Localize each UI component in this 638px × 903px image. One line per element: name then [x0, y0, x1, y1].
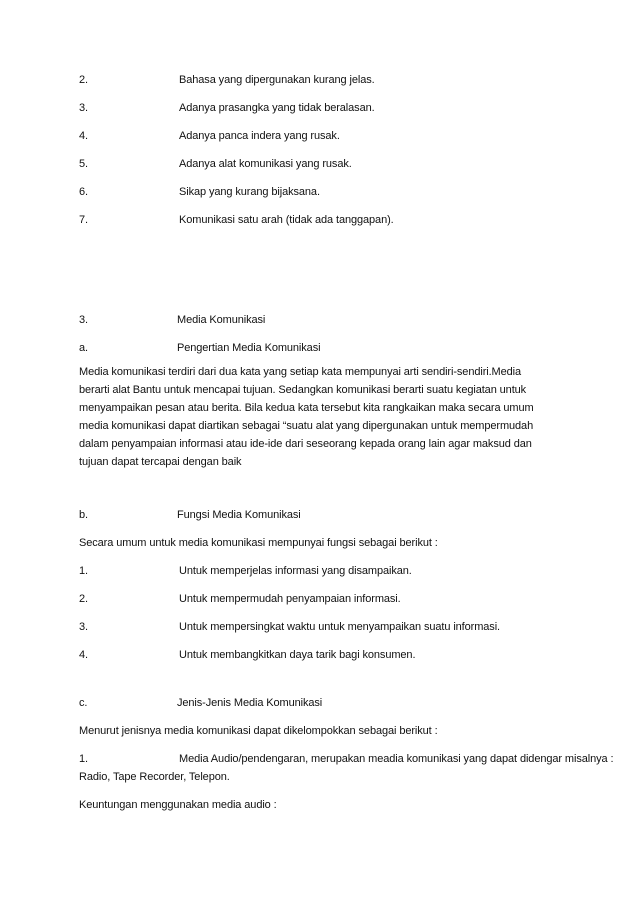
list-item [79, 620, 500, 635]
subsection-label: b. [79, 509, 88, 521]
paragraph-line: tujuan dapat tercapai dengan baik [79, 456, 242, 468]
list-text: Bahasa yang dipergunakan kurang jelas. [179, 74, 375, 86]
paragraph-line: menyampaikan pesan atau berita. Bila kedua kata tersebut kita rangkaikan maka secara umum [79, 402, 534, 414]
paragraph-line: berarti alat Bantu untuk mencapai tujuan. Sedangkan komunikasi berarti suatu kegiatan untuk [79, 384, 527, 396]
list-item-continuation: Radio, Tape Recorder, Telepon. [79, 771, 230, 783]
list-number: 4. [79, 130, 88, 142]
list-item [79, 185, 320, 200]
list-number: 3. [79, 621, 88, 633]
list-text: Untuk memperjelas informasi yang disampaikan. [179, 565, 412, 577]
subsection-heading [79, 508, 301, 523]
section-title: Media Komunikasi [177, 314, 266, 326]
subsection-heading [79, 696, 323, 711]
list-number: 2. [79, 74, 88, 86]
list-text: Adanya prasangka yang tidak beralasan. [179, 102, 375, 114]
list-number: 5. [79, 158, 88, 170]
list-item [79, 157, 352, 172]
list-item [79, 648, 416, 663]
list-number: 1. [79, 565, 88, 577]
subsection-title: Fungsi Media Komunikasi [177, 509, 301, 521]
intro-text: Menurut jenisnya media komunikasi dapat dikelompokkan sebagai berikut : [79, 725, 438, 737]
list-number: 2. [79, 593, 88, 605]
subsection-label: a. [79, 342, 88, 354]
list-number: 3. [79, 102, 88, 114]
list-number: 7. [79, 214, 88, 226]
list-text: Adanya alat komunikasi yang rusak. [179, 158, 352, 170]
list-text: Untuk mempersingkat waktu untuk menyampaikan suatu informasi. [179, 621, 500, 633]
subsection-heading [79, 341, 321, 356]
paragraph-line: Media komunikasi terdiri dari dua kata yang setiap kata mempunyai arti sendiri-sendiri.Media [79, 366, 522, 378]
section-heading [79, 313, 266, 328]
list-text: Sikap yang kurang bijaksana. [179, 186, 320, 198]
list-item [79, 129, 340, 144]
list-number: 4. [79, 649, 88, 661]
subsection-title: Jenis-Jenis Media Komunikasi [177, 697, 323, 709]
paragraph-line: Keuntungan menggunakan media audio : [79, 799, 277, 811]
subsection-label: c. [79, 697, 88, 709]
paragraph-line: media komunikasi dapat diartikan sebagai “suatu alat yang dipergunakan untuk mempermudah [79, 420, 534, 432]
list-item [79, 101, 375, 116]
list-text: Untuk mempermudah penyampaian informasi. [179, 593, 401, 605]
list-item [79, 592, 401, 607]
list-number: 6. [79, 186, 88, 198]
list-text: Media Audio/pendengaran, merupakan meadia komunikasi yang dapat didengar misalnya : [179, 753, 614, 765]
list-number: 1. [79, 753, 88, 765]
subsection-title: Pengertian Media Komunikasi [177, 342, 321, 354]
list-item [79, 564, 412, 579]
section-number: 3. [79, 314, 88, 326]
list-text: Adanya panca indera yang rusak. [179, 130, 340, 142]
intro-text: Secara umum untuk media komunikasi mempunyai fungsi sebagai berikut : [79, 537, 438, 549]
list-text: Komunikasi satu arah (tidak ada tanggapan). [179, 214, 394, 226]
list-item [79, 213, 394, 228]
paragraph-line: dalam penyampaian informasi atau ide-ide dari seseorang kepada orang lain agar maksud dan [79, 438, 532, 450]
list-item [79, 752, 614, 767]
list-text: Untuk membangkitkan daya tarik bagi konsumen. [179, 649, 416, 661]
list-item [79, 73, 375, 88]
